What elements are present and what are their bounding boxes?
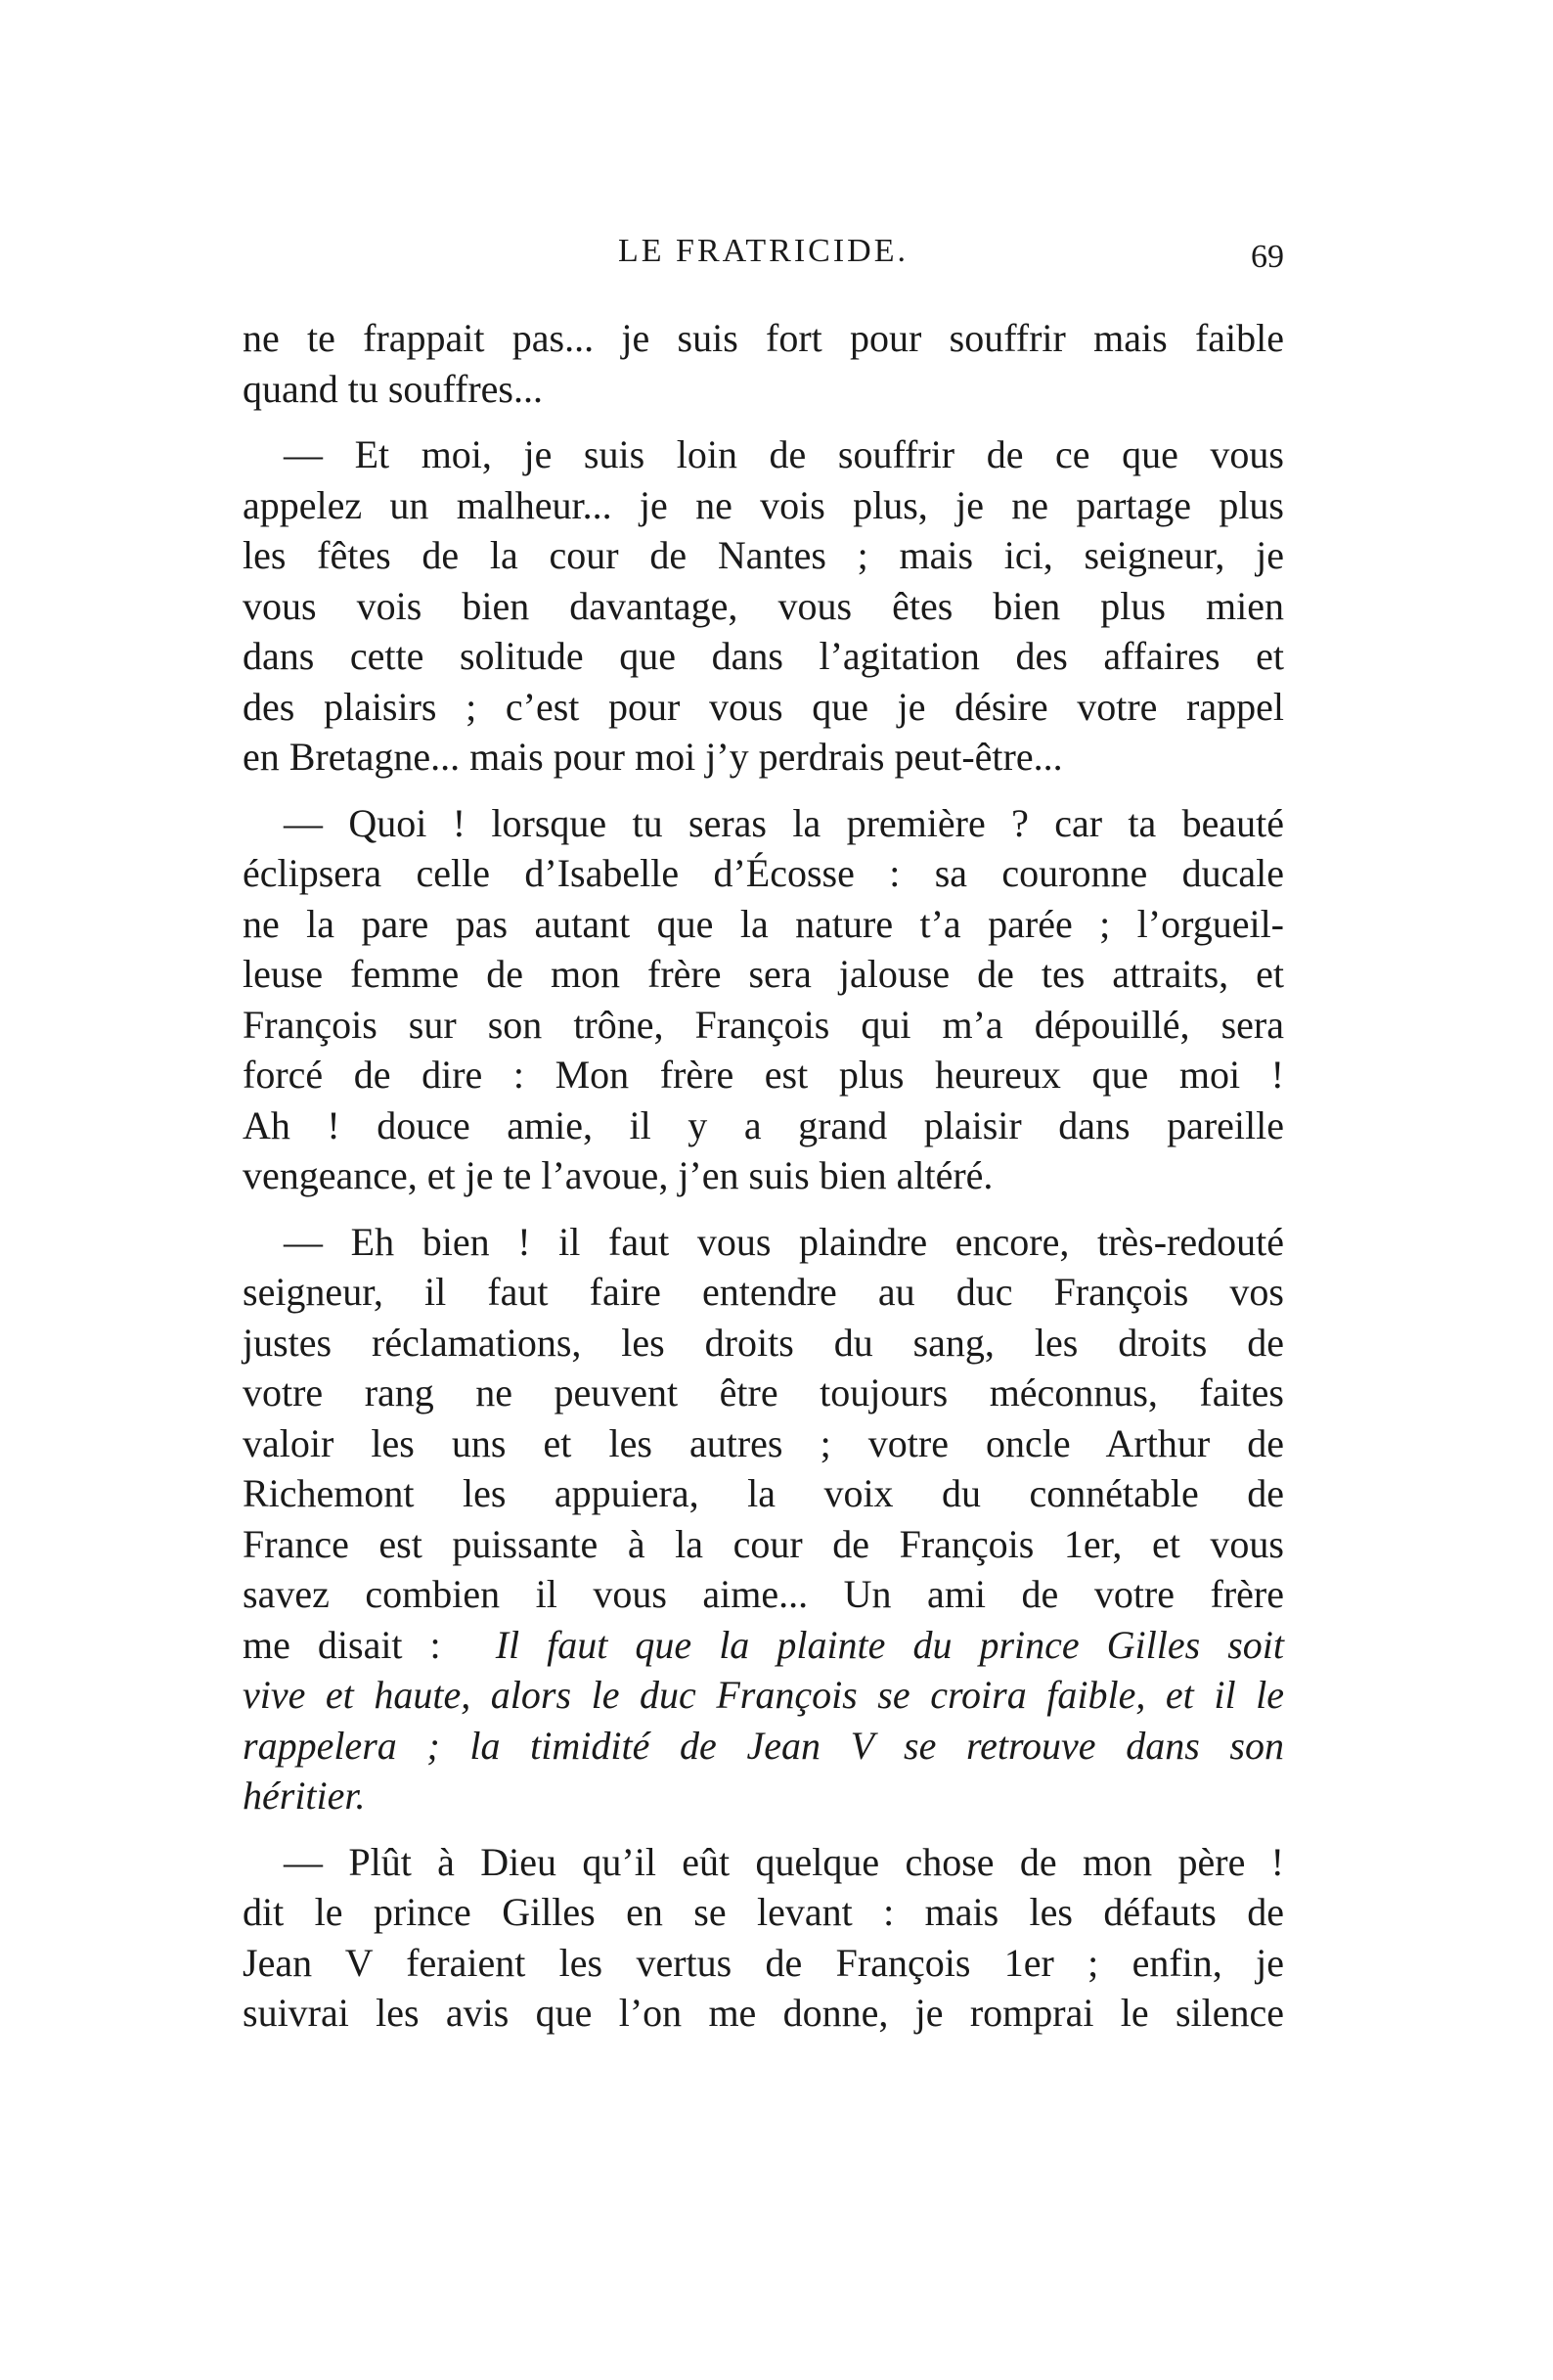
text-line: ne te frappait pas... je suis fort pour souffrir mais faible — [243, 316, 1284, 360]
text-line: — Et moi, je suis loin de souffrir de ce que vous — [284, 432, 1284, 476]
italic-quote: Il faut que la plainte du prince Gilles soit — [495, 1622, 1285, 1667]
text-line: justes réclamations, les droits du sang, les droits de — [243, 1320, 1284, 1365]
text-line: les fêtes de la cour de Nantes ; mais ici, seigneur, je — [243, 533, 1284, 577]
text-line — [243, 1620, 1284, 1671]
text-line: votre rang ne peuvent être toujours méconnus, faites — [243, 1370, 1284, 1415]
text-line: — Quoi ! lorsque tu seras la première ? car ta beauté — [284, 800, 1284, 845]
text-line: vengeance, et je te l’avoue, j’en suis bien altéré. — [243, 1153, 994, 1197]
text-line: forcé de dire : Mon frère est plus heureux que moi ! — [243, 1053, 1284, 1097]
page-header — [243, 225, 1284, 284]
text-line: — Plût à Dieu qu’il eût quelque chose de mon père ! — [284, 1839, 1284, 1884]
text-line: des plaisirs ; c’est pour vous que je désire votre rappel — [243, 684, 1284, 729]
running-title: LE FRATRICIDE. — [618, 233, 909, 269]
text-line: France est puissante à la cour de François 1er, et vous — [243, 1521, 1284, 1566]
text-line: éclipsera celle d’Isabelle d’Écosse : sa couronne ducale — [243, 851, 1284, 895]
text-line: valoir les uns et les autres ; votre oncle Arthur de — [243, 1420, 1284, 1465]
text-line: Richemont les appuiera, la voix du connétable de — [243, 1471, 1284, 1515]
page-number: 69 — [1251, 239, 1284, 275]
text-line: — Eh bien ! il faut vous plaindre encore, très-redouté — [284, 1219, 1284, 1264]
text-line: savez combien il vous aime... Un ami de votre frère — [243, 1572, 1284, 1616]
text-fragment: me disait : — [243, 1622, 441, 1667]
text-line: François sur son trône, François qui m’a dépouillé, sera — [243, 1002, 1284, 1047]
text-line: ne la pare pas autant que la nature t’a parée ; l’orgueil- — [243, 901, 1284, 946]
italic-quote-line: héritier. — [243, 1774, 366, 1818]
body-text — [243, 313, 1284, 2039]
text-line: en Bretagne... mais pour moi j’y perdrais peut-être... — [243, 735, 1063, 779]
text-line: seigneur, il faut faire entendre au duc François vos — [243, 1270, 1284, 1314]
text-line: Ah ! douce amie, il y a grand plaisir dans pareille — [243, 1102, 1284, 1147]
text-line: dans cette solitude que dans l’agitation des affaires et — [243, 634, 1284, 678]
text-line: appelez un malheur... je ne vois plus, je ne partage plus — [243, 482, 1284, 527]
text-line: leuse femme de mon frère sera jalouse de tes attraits, et — [243, 952, 1284, 996]
text-line: dit le prince Gilles en se levant : mais les défauts de — [243, 1890, 1284, 1934]
text-line: quand tu souffres... — [243, 366, 543, 411]
italic-quote-line: vive et haute, alors le duc François se croira faible, et il le — [243, 1673, 1284, 1717]
text-line: suivrai les avis que l’on me donne, je romprai le silence — [243, 1991, 1284, 2035]
text-line: Jean V feraient les vertus de François 1er ; enfin, je — [243, 1940, 1284, 1985]
text-line: vous vois bien davantage, vous êtes bien plus mien — [243, 583, 1284, 628]
italic-quote-line: rappelera ; la timidité de Jean V se retrouve dans son — [243, 1723, 1284, 1768]
